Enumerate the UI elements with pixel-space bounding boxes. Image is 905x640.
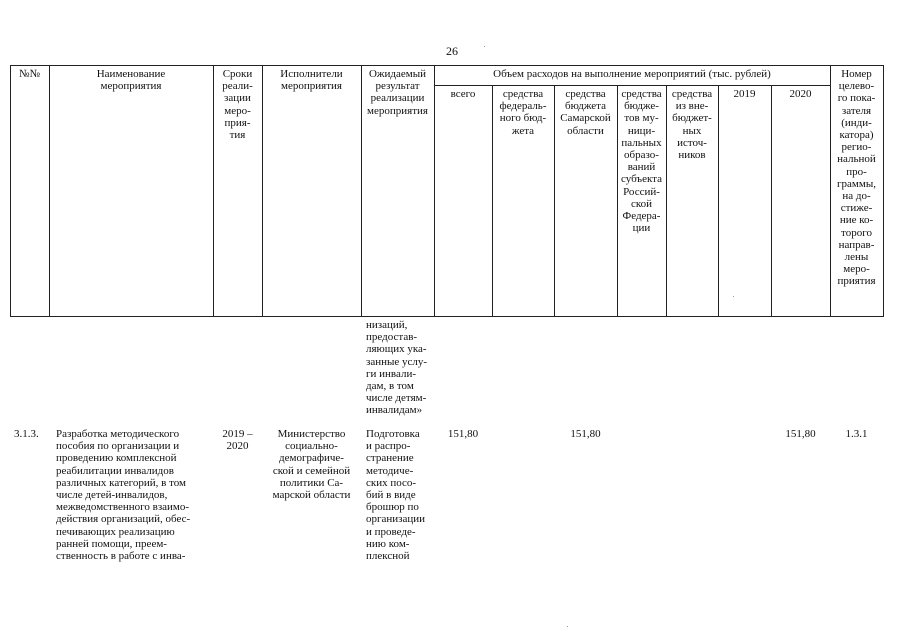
scan-speck [484, 46, 485, 47]
header-num: №№ [19, 68, 40, 80]
header-result: Ожидаемый результат реализации мероприятия [367, 68, 428, 117]
row-name: Разработка методического пособия по организации и проведению комплексной реабилитации инвалидов различных категорий, в том числе детей-инвалидов, межведомственного взаимо- действия организаций, обес- печивающих реализацию ранней помощи, преем- ственность в работе с инва- [56, 428, 191, 563]
row-result: Подготовка и распро- странение методиче- ских посо- бий в виде брошюр по организации и проведе- нию ком- плексной [366, 428, 426, 563]
col-border-3 [262, 65, 263, 317]
row-regional: 151,80 [570, 428, 601, 440]
row-total: 151,80 [447, 428, 479, 440]
continuation-result-text: низаций, предостав- ляющих ука- занные услу- ги инвали- дам, в том числе детям- инвалидам» [366, 319, 428, 417]
header-year-2020: 2020 [789, 88, 812, 100]
header-year-2019: 2019 [733, 88, 756, 100]
col-border-11 [771, 85, 772, 317]
header-regional: средства бюджета Самарской области [560, 88, 611, 137]
col-border-0 [10, 65, 11, 317]
header-terms: Сроки реали- зации меро- прия- тия [222, 68, 253, 142]
header-indicator: Номер целево- го пока- зателя (инди- катора) регио- нальной про- граммы, на до- стиже- ние ко- торого направ- лены меро- приятия [837, 68, 876, 288]
page-number: 26 [446, 44, 458, 58]
table-top-border [10, 65, 883, 66]
row-terms: 2019 – 2020 [222, 428, 253, 453]
scan-speck [567, 626, 568, 627]
header-executors: Исполнители мероприятия [280, 68, 343, 93]
row-num: 3.1.3. [14, 428, 39, 440]
row-executors: Министерство социально- демографиче- ской и семейной политики Са- марской области [272, 428, 351, 502]
header-offbudget: средства из вне- бюджет- ных источ- ников [671, 88, 713, 162]
col-border-5 [434, 65, 435, 317]
header-federal: средства федераль- ного бюд- жета [499, 88, 547, 137]
header-expenses-title: Объем расходов на выполнение мероприятий (тыс. рублей) [493, 68, 771, 80]
row-indicator: 1.3.1 [845, 428, 868, 440]
row-year-2020: 151,80 [785, 428, 816, 440]
header-municipal: средства бюдже- тов му- ници- пальных образо- ваний субъекта Россий- ской Федера- ции [620, 88, 662, 235]
col-border-13 [883, 65, 884, 317]
scan-speck [733, 296, 734, 297]
col-border-1 [49, 65, 50, 317]
header-bottom-border [10, 316, 883, 317]
header-total: всего [450, 88, 476, 100]
header-name: Наименование мероприятия [96, 68, 166, 93]
col-border-10 [718, 85, 719, 317]
